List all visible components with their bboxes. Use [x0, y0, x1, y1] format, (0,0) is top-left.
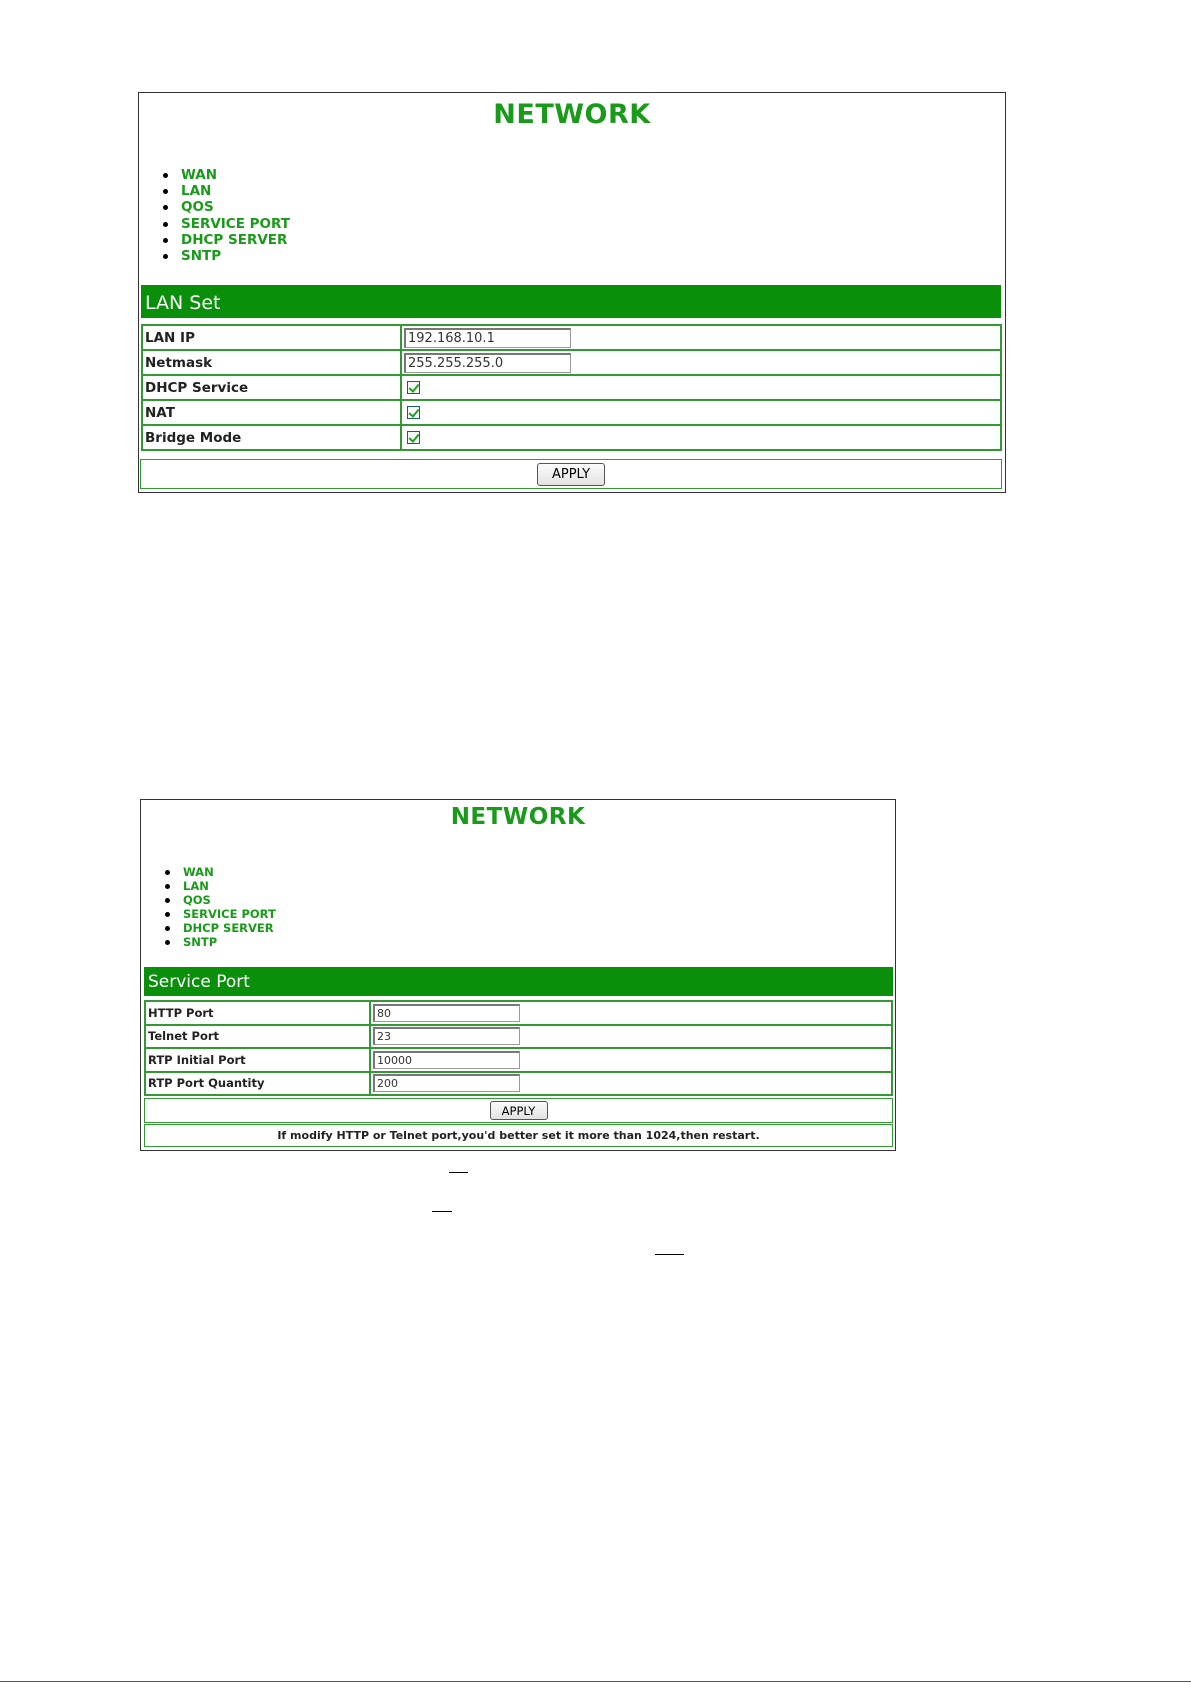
rtp-port-quantity-cell	[370, 1072, 892, 1096]
nav-link-service-port[interactable]: SERVICE PORT	[181, 215, 291, 232]
nav-link-dhcp-server[interactable]: DHCP SERVER	[183, 921, 274, 935]
nav-item-wan	[163, 167, 290, 183]
nav-item-sntp	[163, 248, 290, 264]
service-port-table	[144, 1000, 893, 1096]
nav-link-sntp[interactable]: SNTP	[183, 935, 218, 949]
nav-link-qos[interactable]: QOS	[181, 199, 214, 216]
nav-link-sntp[interactable]: SNTP	[181, 247, 222, 264]
table-row	[142, 425, 1001, 450]
rtp-port-quantity-input[interactable]	[373, 1074, 520, 1092]
nav-item-sntp	[165, 935, 276, 949]
nat-checkbox[interactable]	[407, 406, 420, 419]
table-row	[145, 1025, 892, 1049]
telnet-port-label: Telnet Port	[145, 1025, 370, 1049]
nav-link-qos[interactable]: QOS	[183, 893, 211, 907]
underline-mark	[655, 1254, 684, 1255]
table-row	[142, 325, 1001, 350]
rtp-initial-port-cell	[370, 1048, 892, 1072]
lan-settings-panel	[138, 92, 1006, 493]
nav-item-wan	[165, 865, 276, 879]
bridge-mode-cell	[401, 425, 1001, 450]
netmask-cell	[401, 350, 1001, 375]
nav-item-dhcp-server	[163, 232, 290, 248]
telnet-port-cell	[370, 1025, 892, 1049]
http-port-input[interactable]	[373, 1004, 520, 1022]
nav-item-service-port	[165, 907, 276, 921]
rtp-initial-port-label: RTP Initial Port	[145, 1048, 370, 1072]
nav-link-service-port[interactable]: SERVICE PORT	[183, 907, 276, 921]
rtp-port-quantity-label: RTP Port Quantity	[145, 1072, 370, 1096]
page-title: NETWORK	[493, 99, 651, 130]
nav-link-wan[interactable]: WAN	[181, 167, 218, 183]
lan-apply-button[interactable]: APPLY	[537, 463, 605, 486]
nav-item-qos	[163, 199, 290, 215]
table-row	[145, 1048, 892, 1072]
underline-mark	[432, 1211, 452, 1212]
lan-settings-table	[141, 324, 1002, 451]
port-restart-note: If modify HTTP or Telnet port,you'd better set it more than 1024,then restart.	[144, 1124, 893, 1147]
service-apply-button[interactable]: APPLY	[490, 1101, 548, 1120]
table-row	[142, 400, 1001, 425]
apply-row	[140, 459, 1002, 489]
page-bottom-border	[0, 1681, 1191, 1682]
nat-label: NAT	[142, 400, 401, 425]
dhcp-service-checkbox[interactable]	[407, 381, 420, 394]
nav-item-dhcp-server	[165, 921, 276, 935]
network-nav	[165, 865, 276, 949]
netmask-label: Netmask	[142, 350, 401, 375]
service-port-panel	[140, 799, 896, 1151]
table-row	[145, 1072, 892, 1096]
nav-link-lan[interactable]: LAN	[181, 183, 212, 200]
page-title: NETWORK	[450, 804, 586, 830]
nav-item-qos	[165, 893, 276, 907]
nat-cell	[401, 400, 1001, 425]
http-port-label: HTTP Port	[145, 1001, 370, 1025]
table-row	[142, 350, 1001, 375]
nav-item-lan	[165, 879, 276, 893]
underline-mark	[449, 1172, 468, 1173]
netmask-input[interactable]	[404, 353, 571, 373]
dhcp-service-cell	[401, 375, 1001, 400]
network-nav	[163, 167, 290, 264]
telnet-port-input[interactable]	[373, 1027, 520, 1045]
nav-link-lan[interactable]: LAN	[183, 879, 209, 893]
nav-item-lan	[163, 183, 290, 199]
section-header-service-port: Service Port	[144, 967, 893, 996]
lan-ip-cell	[401, 325, 1001, 350]
nav-link-wan[interactable]: WAN	[183, 865, 214, 879]
nav-item-service-port	[163, 216, 290, 232]
nav-link-dhcp-server[interactable]: DHCP SERVER	[181, 231, 288, 248]
lan-ip-label: LAN IP	[142, 325, 401, 350]
apply-row	[144, 1098, 893, 1123]
dhcp-service-label: DHCP Service	[142, 375, 401, 400]
bridge-mode-label: Bridge Mode	[142, 425, 401, 450]
rtp-initial-port-input[interactable]	[373, 1051, 520, 1069]
table-row	[142, 375, 1001, 400]
bridge-mode-checkbox[interactable]	[407, 431, 420, 444]
table-row	[145, 1001, 892, 1025]
section-header-lan-set: LAN Set	[141, 285, 1001, 318]
http-port-cell	[370, 1001, 892, 1025]
lan-ip-input[interactable]	[404, 328, 571, 348]
